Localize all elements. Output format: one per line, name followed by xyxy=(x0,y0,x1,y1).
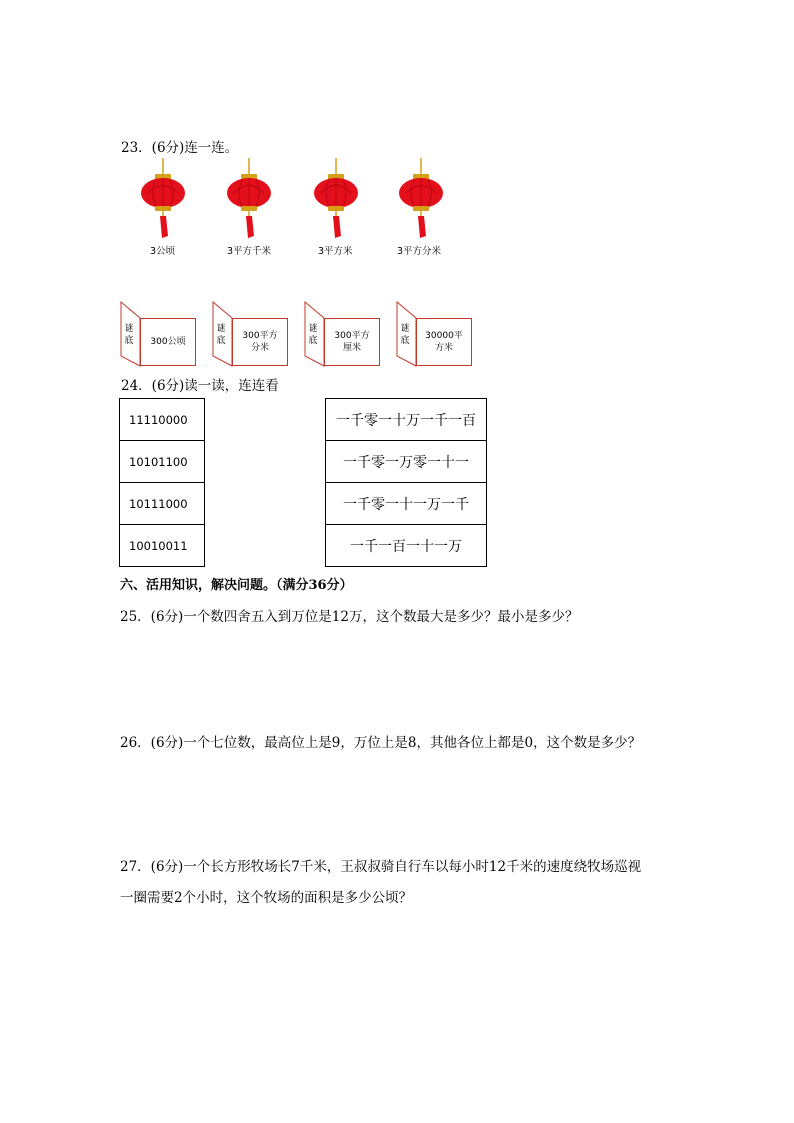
question-25-text: 25．(6分)一个数四舍五入到万位是12万，这个数最大是多少？最小是多少？ xyxy=(120,609,579,625)
table-row xyxy=(120,441,205,483)
question-27-line-2: 一圈需要2个小时，这个牧场的面积是多少公顷？ xyxy=(120,890,413,906)
lantern-label: 3平方分米 xyxy=(397,246,442,257)
riddle-card xyxy=(212,301,292,367)
table-row xyxy=(120,525,205,567)
lantern-icon xyxy=(138,158,188,242)
riddle-label: 谜 底 xyxy=(308,324,318,346)
riddle-card xyxy=(120,301,200,367)
question-27-line-1: 27．(6分)一个长方形牧场长7千米，王叔叔骑自行车以每小时12千米的速度绕牧场巡视 xyxy=(120,859,642,875)
numbers-table xyxy=(119,398,205,567)
number-cell: 10010011 xyxy=(120,525,205,567)
lantern-icon xyxy=(311,158,361,242)
lantern-icon xyxy=(224,158,274,242)
riddle-card-face: 300平方 厘米 xyxy=(324,318,380,366)
lantern-label: 3平方千米 xyxy=(227,246,272,257)
number-cell: 11110000 xyxy=(120,399,205,441)
table-row xyxy=(326,525,487,567)
riddle-card-face: 30000平 方米 xyxy=(416,318,472,366)
number-cell: 10111000 xyxy=(120,483,205,525)
riddle-card-face: 300公顷 xyxy=(140,318,196,366)
table-row xyxy=(326,441,487,483)
question-26-text: 26．(6分)一个七位数，最高位上是9，万位上是8，其他各位上都是0，这个数是多少？ xyxy=(120,735,642,751)
reading-cell: 一千零一十万一千一百 xyxy=(326,399,487,441)
section-title: 六、活用知识，解决问题。（满分36分） xyxy=(120,578,353,593)
lantern-label: 3公顷 xyxy=(150,246,176,257)
lantern-label: 3平方米 xyxy=(318,246,353,257)
riddle-label: 谜 底 xyxy=(216,324,226,346)
table-row xyxy=(326,483,487,525)
riddle-label: 谜 底 xyxy=(400,324,410,346)
question-23-text: 23．(6分)连一连。 xyxy=(121,140,239,156)
table-row xyxy=(120,483,205,525)
number-cell: 10101100 xyxy=(120,441,205,483)
riddle-card xyxy=(396,301,476,367)
lantern-icon xyxy=(396,158,446,242)
riddle-card-face: 300平方 分米 xyxy=(232,318,288,366)
riddle-card xyxy=(304,301,384,367)
readings-table xyxy=(325,398,487,567)
reading-cell: 一千零一十一万一千 xyxy=(326,483,487,525)
reading-cell: 一千零一万零一十一 xyxy=(326,441,487,483)
reading-cell: 一千一百一十一万 xyxy=(326,525,487,567)
table-row xyxy=(120,399,205,441)
question-24-text: 24．(6分)读一读，连连看 xyxy=(121,378,279,394)
riddle-label: 谜 底 xyxy=(124,324,134,346)
table-row xyxy=(326,399,487,441)
